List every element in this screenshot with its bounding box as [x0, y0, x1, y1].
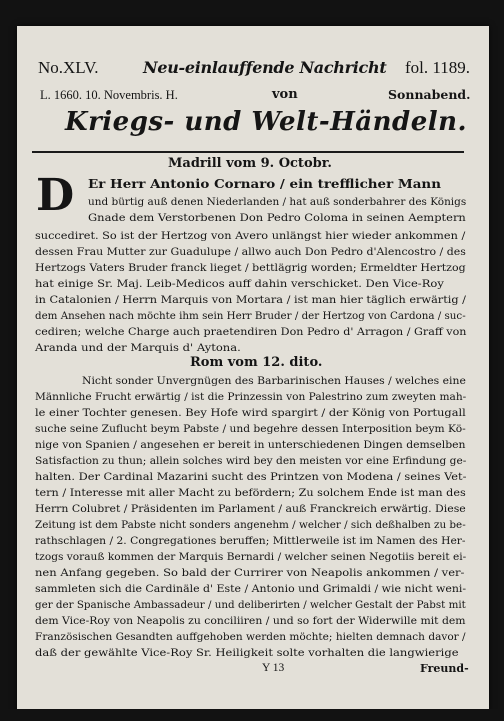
article-line: halten. Der Cardinal Mazarini sucht des Printzen von Modena / seines Vet-: [35, 471, 467, 483]
article-line: dessen Frau Mutter zur Guadulupe / allwo auch Don Pedro d'Alencostro / des: [35, 246, 466, 258]
dateline-rome: Rom vom 12. dito.: [190, 355, 323, 370]
von-word: von: [272, 87, 298, 102]
weekday: Sonnabend.: [388, 87, 471, 102]
article-line: le einer Tochter genesen. Bey Hofe wird spargirt / der König von Portugall: [35, 407, 466, 419]
article-line: Gnade dem Verstorbenen Don Pedro Coloma in seinen Aemptern: [88, 212, 466, 224]
article-line: Herrn Colubret / Präsidenten im Parlament / auß Franckreich erwärtig. Diese: [35, 503, 466, 515]
article-line: Aranda und der Marquis d' Aytona.: [35, 342, 241, 354]
drop-cap: D: [36, 170, 75, 221]
header-rule: [32, 151, 464, 153]
issue-number: No.XLV.: [38, 58, 99, 77]
catchword: Freund-: [420, 662, 469, 675]
article-line: und bürtig auß denen Niederlanden / hat auß sonderbahrer des Königs: [88, 196, 467, 208]
article-line: ger der Spanische Ambassadeur / und deliberirten / welcher Gestalt der Pabst mit: [35, 599, 466, 611]
article-line: succediret. So ist der Hertzog von Avero unlängst hier wieder ankommen /: [35, 230, 466, 242]
article-line: Satisfaction zu thun; allein solches wird bey den meisten vor eine Erfindung ge-: [35, 455, 467, 467]
article-line: suche seine Zuflucht beym Pabste / und begehre dessen Interposition beym Kö-: [35, 423, 466, 435]
article-line: hat einige Sr. Maj. Leib-Medicos auff dahin verschicket. Den Vice-Roy: [35, 278, 444, 290]
dateline-madrid: Madrill vom 9. Octobr.: [168, 156, 332, 171]
masthead-title: Kriegs- und Welt-Händeln.: [65, 107, 468, 137]
article-line: Er Herr Antonio Cornaro / ein trefflicher Mann: [88, 177, 441, 191]
article-line: Zeitung ist dem Pabste nicht sonders angenehm / welcher / sich deßhalben zu be-: [35, 519, 466, 531]
bottom-edge: [0, 709, 504, 721]
series-title: Neu-einlauffende Nachricht: [143, 58, 387, 77]
article-line: tern / Interesse mit aller Macht zu befördern; Zu solchem Ende ist man des: [35, 487, 466, 499]
article-line: dem Vice-Roy von Neapolis zu conciliiren / und so fort der Widerwille mit dem: [35, 615, 466, 627]
article-line: in Catalonien / Herrn Marquis von Mortara / ist man hier täglich erwärtig /: [35, 294, 467, 306]
article-line: Französischen Gesandten auffgehoben werden möchte; hielten demnach davor /: [35, 631, 466, 643]
article-line: Männliche Frucht erwärtig / ist die Prinzessin von Palestrino zum zweyten mah-: [35, 391, 467, 403]
article-line: rathschlagen / 2. Congregationes beruffen; Mittlerweile ist im Namen des Her-: [35, 535, 466, 547]
article-line: nige von Spanien / angesehen er bereit in unterschiedenen Dingen demselben: [35, 439, 466, 451]
signature-mark: Y 13: [262, 662, 285, 674]
article-line: Hertzogs Vaters Bruder franck lieget / bettlägrig worden; Ermeldter Hertzog: [35, 262, 466, 274]
article-line: tzogs vorauß kommen der Marquis Bernardi / welcher seinen Negotiis bereit ei-: [35, 551, 467, 563]
article-line: Nicht sonder Unvergnügen des Barbarinischen Hauses / welches eine: [82, 375, 466, 387]
article-line: daß der gewählte Vice-Roy Sr. Heiligkeit solte vorhalten die langwierige: [35, 647, 459, 659]
article-line: dem Ansehen nach möchte ihm sein Herr Bruder / der Hertzog von Cardona / suc-: [35, 310, 466, 322]
issue-date: L. 1660. 10. Novembris. H.: [40, 88, 178, 102]
article-line: nen Anfang gegeben. So bald der Currirer von Neapolis ankommen / ver-: [35, 567, 465, 579]
folio-number: fol. 1189.: [405, 58, 471, 77]
article-line: sammleten sich die Cardinäle d' Este / Antonio und Grimaldi / wie nicht weni-: [35, 583, 467, 595]
article-line: cediren; welche Charge auch praetendiren Don Pedro d' Arragon / Graff von: [35, 326, 467, 338]
